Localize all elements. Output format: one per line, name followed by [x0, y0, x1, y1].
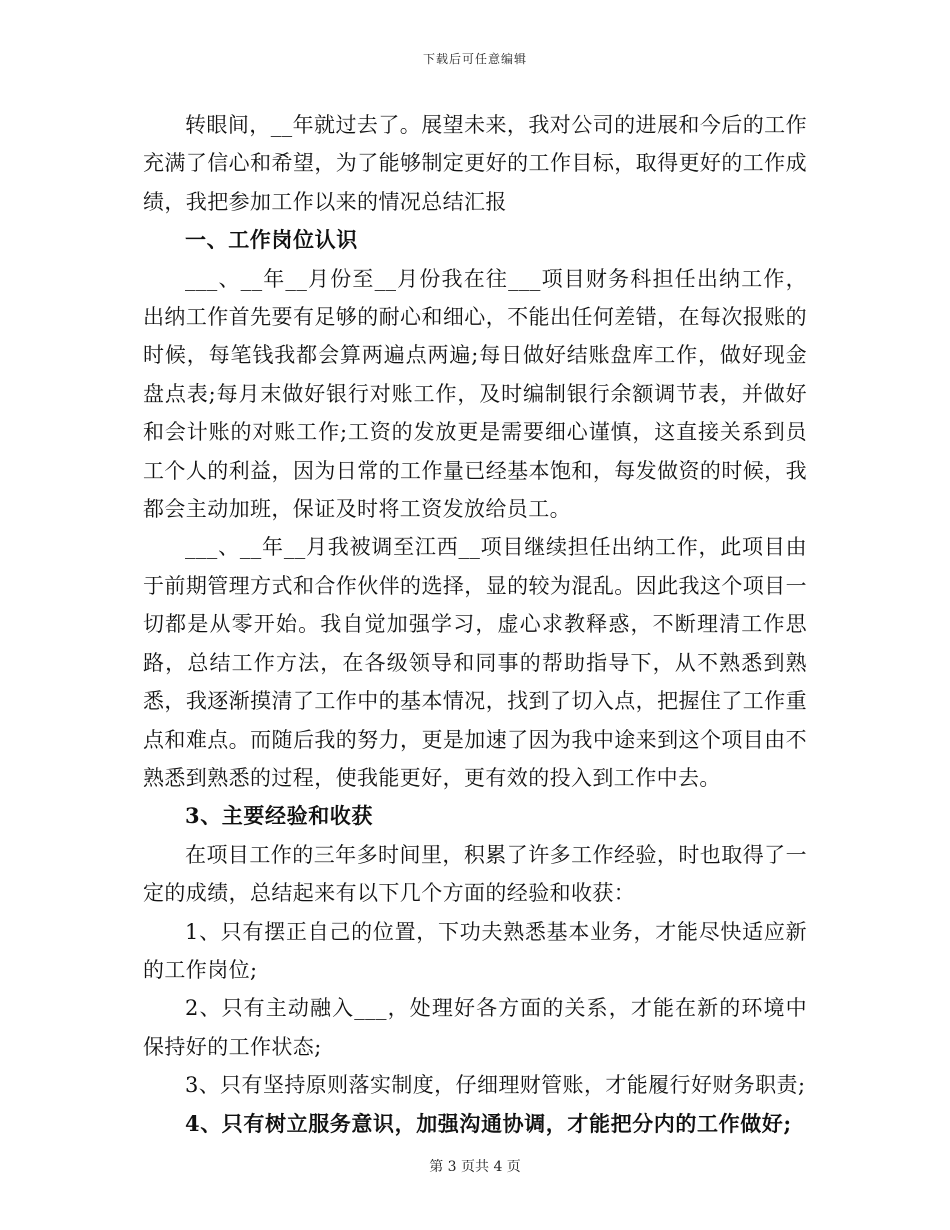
section-heading-job-role: 一、工作岗位认识: [185, 227, 358, 253]
page-header: 下载后可任意编辑: [422, 52, 527, 66]
paragraph-second-assignment: ___、__年__月我被调至江西__项目继续担任出纳工作，此项目由于前期管理方式和合作伙伴的选择，显的较为混乱。因此我这个项目一切都是从零开始。我自觉加强学习，虚心求教释惑，不断理清工作思路，总结工作方法，在各级领导和同事的帮助指导下，从不熟悉到熟悉，我逐渐摸清了工作中的基本情况，找到了切入点，把握住了工作重点和难点。而随后我的努力，更是加速了因为我中途来到这个项目由不熟悉到熟悉的过程，使我能更好，更有效的投入到工作中去。: [143, 535, 807, 790]
list-item-1: 1、只有摆正自己的位置，下功夫熟悉基本业务，才能尽快适应新的工作岗位;: [143, 919, 807, 982]
list-item-2: 2、只有主动融入___，处理好各方面的关系，才能在新的环境中保持好的工作状态;: [143, 996, 807, 1059]
list-item-4: 4、只有树立服务意识，加强沟通协调，才能把分内的工作做好;: [185, 1110, 792, 1136]
document-body: [143, 106, 807, 1143]
list-item-3: 3、只有坚持原则落实制度，仔细理财管账，才能履行好财务职责;: [185, 1073, 806, 1098]
paragraph-first-assignment: ___、__年__月份至__月份我在往___项目财务科担任出纳工作，出纳工作首先要有足够的耐心和细心，不能出任何差错，在每次报账的时候，每笔钱我都会算两遍点两遍;每日做好结账盘库工作，做好现金盘点表;每月末做好银行对账工作，及时编制银行余额调节表，并做好和会计账的对账工作;工资的发放更是需要细心谨慎，这直接关系到员工个人的利益，因为日常的工作量已经基本饱和，每发做资的时候，我都会主动加班，保证及时将工资发放给员工。: [143, 266, 807, 522]
section-heading-experience: 3、主要经验和收获: [185, 803, 374, 829]
intro-paragraph: 转眼间，__年就过去了。展望未来，我对公司的进展和今后的工作充满了信心和希望，为了能够制定更好的工作目标，取得更好的工作成绩，我把参加工作以来的情况总结汇报: [143, 113, 807, 214]
paragraph-experience-intro: 在项目工作的三年多时间里，积累了许多工作经验，时也取得了一定的成绩，总结起来有以下几个方面的经验和收获：: [143, 842, 807, 906]
page-number-footer: 第 3 页共 4 页: [429, 1159, 521, 1175]
